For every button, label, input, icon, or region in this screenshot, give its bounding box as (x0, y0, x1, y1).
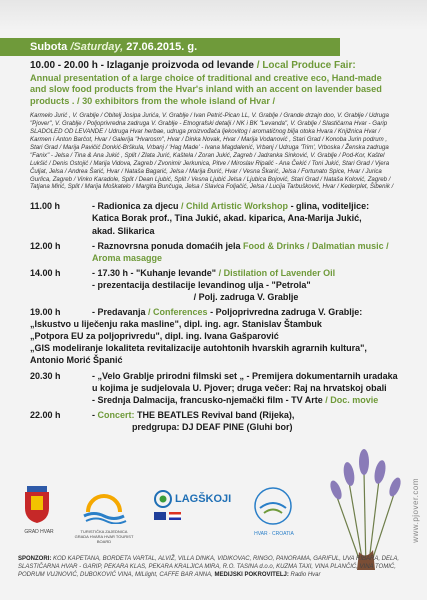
sponsors-label: SPONZORI: (18, 556, 52, 562)
event-detail: - Poljoprivredna zadruga V. Grablje: (207, 307, 363, 318)
event-line: Katica Borak prof., Tina Jukić, akad. kiparica, Ana-Marija Jukić, (92, 213, 362, 224)
lag-circle-icon (154, 490, 172, 508)
event-food (30, 240, 400, 264)
sun-waves-icon (74, 494, 134, 524)
website-url: www.pjover.com (411, 478, 420, 543)
event-body (92, 240, 400, 264)
fair-title-hr: 10.00 - 20.00 h - Izlaganje proizvoda od levande (30, 60, 254, 71)
lag-name: LAGŠKOJI (175, 493, 232, 505)
header-watermark (0, 0, 427, 30)
event-body (92, 306, 400, 318)
croatia-flag-icon (169, 512, 181, 520)
tourist-board-logo (74, 494, 134, 544)
date-bar (0, 38, 340, 56)
sponsors-list: KOD KAPETANA, BORDETA VARTAL, ALVIŽ, VILLA DINKA, VIDIKOVAC, RINGO, PANORAMA, GARIFUL, UVA RIBARA, DELA, SLASTIČARNA HVAR - GARIP, PEKARA KLAS, PEKARA KRALJICA MIRA, R.O. TASINA d.o.o, KUZMA TAXI, VINA PLANČIĆ, VINA TOMIĆ, PODRUM VUJNOVIĆ, DUBOKOVIĆ VINA, MILlight, CAFFE BAR ANNA, (18, 556, 399, 578)
event-detail: - glina, voditeljice: (288, 201, 370, 212)
event-film (30, 370, 400, 406)
pjover-circle-icon (250, 486, 296, 526)
program-content (30, 60, 400, 433)
tourist-caption: TURISTIČKA ZAJEDNICA GRADA HVARA HVAR TOURIST BOARD (74, 529, 134, 544)
logo-row (14, 486, 334, 548)
event-time: 12.00 h (30, 240, 61, 251)
event-line: - prezentacija destilacije levandinog ulja - "Petrola" (92, 279, 311, 290)
event-title: - (92, 409, 98, 420)
pjover-caption: HVAR · CROATIA (254, 531, 294, 537)
event-body (92, 267, 400, 303)
event-title-en: Food & Drinks / Dalmatian music / Aroma masagge (92, 240, 389, 263)
event-line: - Srednja Dalmacija, francusko-njemački film - TV Arte (92, 394, 323, 405)
event-title: - Radionica za djecu (92, 201, 179, 212)
day-label: Subota (30, 41, 68, 53)
lecture-item: „Potpora EU za poljoprivredu", dipl. ing. Ivana Gašparović (30, 331, 279, 342)
day-label-en: Saturday, (73, 41, 124, 53)
event-conferences (30, 306, 400, 318)
eu-flag-icon (154, 512, 166, 520)
exhibitor-list: Karmelo Jurić , V. Grablje / Obitelj Josipa Jurića, V. Grablje / Ivan Petrić-Pican LL, V. Grablje / Grande drzajn doo, V. Grablje / Udruga "Pjover", V. Grablje / Poljoprivredna zadruga V. Grablje - Etnografski detalji / NK i BK "Levanda", V. Grablje / Slastičarna Hvar - Garip SLADOLED OD LEVANDE / Udruga Hvar herbae, udruga proizvođača ljekovitog i aromatičnog bilja otoka Hvara / Knjižnica Hvar / Karmen i Anton Barčot, Hvar / Galerija "Hvarosm", Hvar / Dinka Novak, Hvar / Marija Vodanović , Stari Grad / Konoba Jurin podrum , Stari Grad / Marija Pavičić Donkić-Brškula, Vrbanj / 'Hag Made' - Ivana Magdalenić, Vrbanj / Udruga 'Trim', Vrboska / Ženska zadruga "Fanix" - Jelsa / Tina & Ana Jukić , Split / Zlata Jurić, Kaštela / Zoran Jukić, Zagreb / Jadranka Sinković, V. Grablje / Pod-Kor, Kaštel Lukšić / Denis Ostojić / Marija Vidova, Zagreb / Zvonimir Jerkunica, Pitve / Miroslav Ripalić - Ana Čekić / Toni Jukić, Stari Grad / Vjera Čuljat, Jelsa / Andrea Šarić, Hvar / Nataša Bagarić, Jelsa / Marija Đurić, Hvar / Vesna Škarić, Jelsa / Fortunato Spice, Hvar / Jurica Gurlica, Zagreb / Vinko Karadole, Split / Dean Ljubić, Split / Vesna Ljubić Jelsa / Ljubica Bojović, Stari Grad / Nataša Kolović, Zagreb / Tatjana Mirić, Split / Marija Moškatelo / Margita Bunčuga, Jelsa / Slavica Foljačić, Jelsa / Lucija Tarbušković, Hvar / Kederplet, Šibenik / (30, 112, 394, 191)
event-title: - Predavanja (92, 307, 146, 318)
event-time: 22.00 h (30, 409, 61, 420)
lecture-item: „GIS modeliranje lokaliteta revitalizacije autohtonih hvarskih agrarnih kultura", Antonio Morić Španić (30, 343, 367, 366)
event-title: - 17.30 h - "Kuhanje levande" (92, 267, 217, 278)
coat-of-arms-icon (22, 486, 52, 524)
event-body (92, 409, 400, 433)
event-title: - „Velo Grablje prirodni filmski set „ - Premijera dokumentarnih uradaka u kojima je sudjelovala U. Pjover; druga večer: Raj na hrvatskoj obali (92, 370, 398, 393)
event-title-en: / Distilation of Lavender Oil (218, 267, 336, 278)
event-line: akad. Slikarica (92, 225, 155, 236)
event-detail: THE BEATLES Revival band (Rijeka), (134, 409, 295, 420)
event-body (92, 200, 400, 236)
fair-title (30, 60, 400, 73)
media-patron-label: MEDIJSKI POKROVITELJ: (214, 572, 289, 578)
event-concert (30, 409, 400, 433)
event-time: 11.00 h (30, 201, 61, 212)
event-body (92, 370, 400, 406)
fair-title-sep: / (253, 60, 263, 71)
sponsors-block (18, 555, 413, 579)
event-workshop (30, 200, 400, 236)
pjover-logo (250, 486, 298, 537)
event-title-en: / Conferences (148, 307, 208, 318)
event-title: - Raznovrsna ponuda domaćih jela (92, 240, 241, 251)
event-time: 14.00 h (30, 267, 61, 278)
fair-description: Annual presentation of a large choice of traditional and creative eco, Hand-made and slow food products from the Hvar's inland with an accent on lavender based products . / 30 exhibitors from the whole island of Hvar / (30, 72, 382, 106)
event-line: / Polj. zadruga V. Grablje (193, 292, 299, 302)
fair-title-en: Local Produce Fair: (262, 60, 356, 71)
lag-skoji-logo (154, 490, 234, 520)
event-title-en: / Doc. movie (325, 394, 379, 405)
event-time: 20.30 h (30, 370, 61, 381)
event-time: 19.00 h (30, 307, 61, 318)
event-title-en: / Child Artistic Workshop (181, 201, 289, 212)
event-title-en: Concert: (97, 409, 135, 420)
event-distillation (30, 267, 400, 303)
event-line: predgrupa: DJ DEAF PINE (Gluhi bor) (132, 421, 293, 432)
lecture-item: „Iskustvo u liječenju raka masline", dipl. ing. agr. Stanislav Štambuk (30, 319, 322, 330)
date-value: 27.06.2015. g. (126, 41, 198, 53)
hvar-caption: GRAD HVAR (24, 529, 54, 535)
media-patron: Radio Hvar (290, 572, 321, 578)
hvar-coat-of-arms (22, 486, 56, 535)
date-separator: / (70, 41, 74, 53)
